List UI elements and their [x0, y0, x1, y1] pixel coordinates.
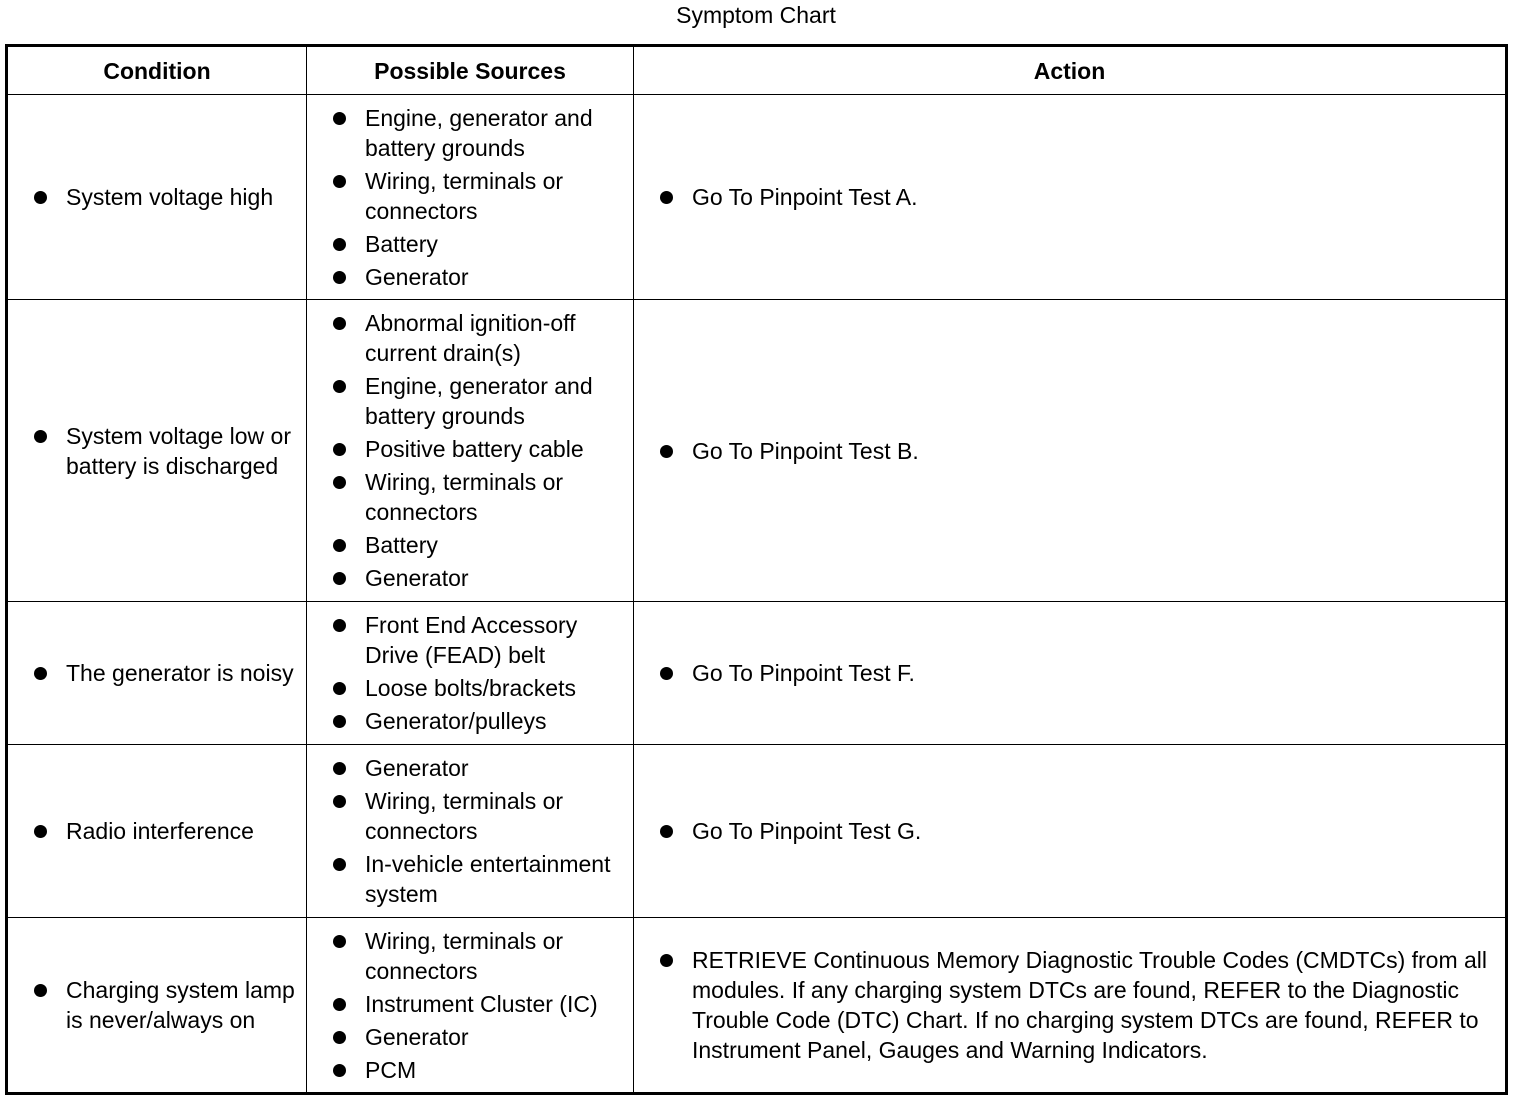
action-cell — [634, 602, 1507, 745]
condition-cell — [7, 745, 307, 918]
sources-cell — [307, 918, 634, 1094]
condition-text: System voltage low or battery is discharged — [8, 421, 306, 481]
source-item: Generator — [307, 1022, 633, 1052]
source-item: Instrument Cluster (IC) — [307, 989, 633, 1019]
condition-cell — [7, 918, 307, 1094]
sources-cell — [307, 95, 634, 300]
condition-cell — [7, 602, 307, 745]
action-text: Go To Pinpoint Test G. — [634, 816, 1505, 846]
sources-cell — [307, 602, 634, 745]
action-text: Go To Pinpoint Test B. — [634, 436, 1505, 466]
source-item: Generator — [307, 262, 633, 292]
source-item: Front End Accessory Drive (FEAD) belt — [307, 610, 633, 670]
condition-cell — [7, 300, 307, 602]
source-item: Wiring, terminals or connectors — [307, 786, 633, 846]
action-cell — [634, 300, 1507, 602]
table-row — [7, 95, 1507, 300]
header-possible-sources: Possible Sources — [307, 46, 634, 95]
source-item: Battery — [307, 530, 633, 560]
page-title: Symptom Chart — [676, 2, 836, 28]
source-item: Positive battery cable — [307, 434, 633, 464]
table-row — [7, 602, 1507, 745]
source-item: Battery — [307, 229, 633, 259]
source-item: Abnormal ignition-off current drain(s) — [307, 308, 633, 368]
condition-text: Charging system lamp is never/always on — [8, 975, 306, 1035]
source-item: Engine, generator and battery grounds — [307, 371, 633, 431]
action-cell — [634, 918, 1507, 1094]
header-action: Action — [634, 46, 1507, 95]
source-item: Engine, generator and battery grounds — [307, 103, 633, 163]
source-item: Loose bolts/brackets — [307, 673, 633, 703]
symptom-chart-table — [5, 44, 1508, 1095]
action-text: Go To Pinpoint Test A. — [634, 182, 1505, 212]
action-text: RETRIEVE Continuous Memory Diagnostic Trouble Codes (CMDTCs) from all modules. If any charging system DTCs are found, REFER to the Diagnostic Trouble Code (DTC) Chart. If no charging system DTCs are found, REFER to Instrument Panel, Gauges and Warning Indicators. — [634, 945, 1505, 1065]
condition-text: Radio interference — [8, 816, 306, 846]
source-item: Wiring, terminals or connectors — [307, 926, 633, 986]
header-row — [7, 46, 1507, 95]
condition-cell — [7, 95, 307, 300]
source-item: Wiring, terminals or connectors — [307, 467, 633, 527]
action-text: Go To Pinpoint Test F. — [634, 658, 1505, 688]
header-condition: Condition — [7, 46, 307, 95]
source-item: Wiring, terminals or connectors — [307, 166, 633, 226]
source-item: In-vehicle entertainment system — [307, 849, 633, 909]
source-item: Generator/pulleys — [307, 706, 633, 736]
table-row — [7, 918, 1507, 1094]
table-row — [7, 745, 1507, 918]
source-item: Generator — [307, 563, 633, 593]
condition-text: System voltage high — [8, 182, 306, 212]
condition-text: The generator is noisy — [8, 658, 306, 688]
sources-cell — [307, 300, 634, 602]
action-cell — [634, 745, 1507, 918]
action-cell — [634, 95, 1507, 300]
sources-cell — [307, 745, 634, 918]
table-row — [7, 300, 1507, 602]
source-item: Generator — [307, 753, 633, 783]
source-item: PCM — [307, 1055, 633, 1085]
